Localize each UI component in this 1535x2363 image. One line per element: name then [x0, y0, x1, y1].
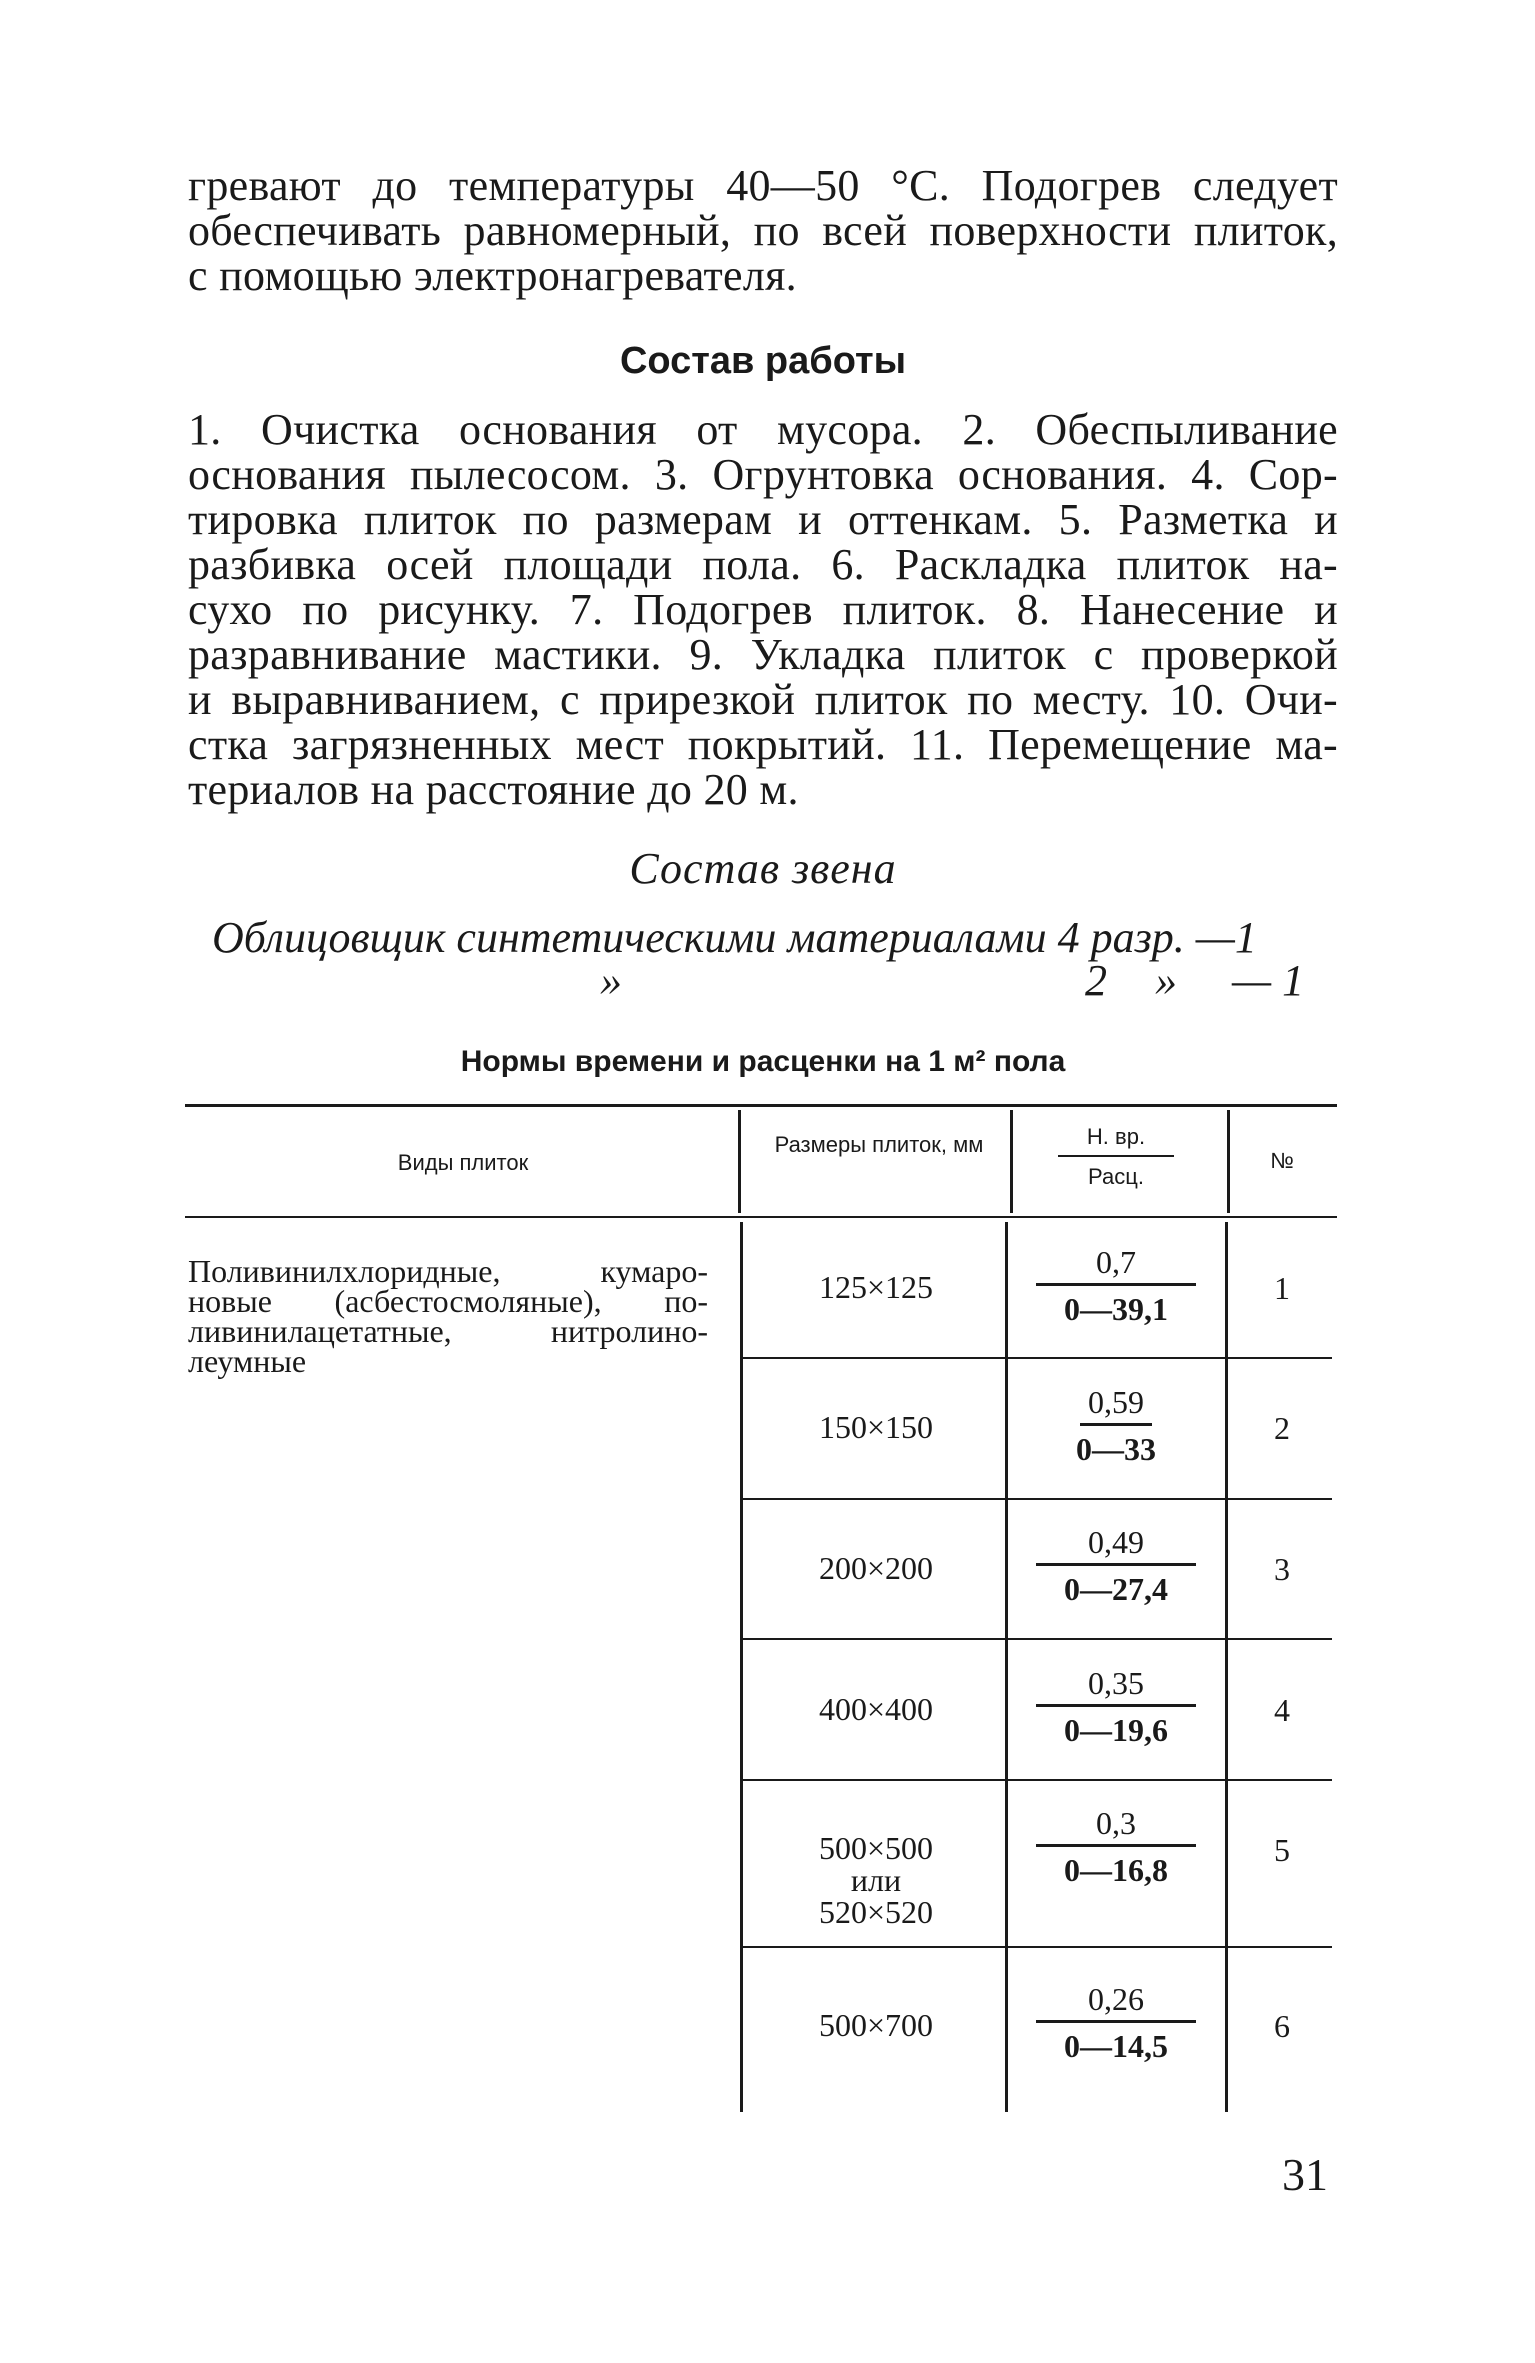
norm-cell — [1036, 1806, 1196, 1887]
header-norm — [1046, 1124, 1186, 1190]
norm-cell — [1036, 1666, 1196, 1747]
work-line: тировка плиток по размерам и оттенкам. 5. Разметка и — [188, 495, 1338, 544]
intro-paragraph — [188, 163, 1338, 298]
work-paragraph — [188, 407, 1338, 812]
column-divider — [740, 1222, 743, 2112]
column-divider — [1005, 1222, 1008, 2112]
row-number: 6 — [1274, 2008, 1290, 2044]
ditto-mark: » — [600, 956, 622, 1005]
time-norm: 0,26 — [1088, 1981, 1144, 2017]
tile-kind-cell — [188, 1253, 708, 1379]
rate: 0—19,6 — [1064, 1712, 1168, 1748]
rate: 0—16,8 — [1064, 1852, 1168, 1888]
header-norm-bottom: Расц. — [1088, 1164, 1144, 1189]
size-cell: 125×125 — [818, 1269, 934, 1305]
size-value-alt: 520×520 — [818, 1894, 934, 1930]
work-line: разбивка осей площади пола. 6. Раскладка плиток на- — [188, 540, 1338, 589]
row-divider — [742, 1946, 1332, 1948]
fraction-bar — [1036, 1563, 1196, 1566]
work-heading: Состав работы — [619, 340, 907, 382]
crew-count: — 1 — [1232, 956, 1305, 1005]
crew-grade: 2 — [1085, 956, 1107, 1005]
norm-cell — [1036, 1525, 1196, 1606]
norm-cell — [1036, 1385, 1196, 1466]
intro-line: гревают до температуры 40—50 °С. Подогрев следует — [188, 161, 1338, 210]
norm-cell — [1036, 1982, 1196, 2063]
header-size: Размеры плиток, мм — [774, 1132, 984, 1157]
tile-kind-line: ливинилацетатные, нитролино- — [188, 1313, 708, 1349]
work-line: 1. Очистка основания от мусора. 2. Обеспыливание — [188, 405, 1338, 454]
table-header-rule — [185, 1216, 1337, 1218]
header-norm-bar — [1058, 1155, 1174, 1157]
size-cell — [742, 1832, 1010, 1928]
table-caption: Нормы времени и расценки на 1 м² пола — [460, 1045, 1066, 1078]
work-line: стка загрязненных мест покрытий. 11. Перемещение ма- — [188, 720, 1338, 769]
work-line: основания пылесосом. 3. Огрунтовка основания. 4. Сор- — [188, 450, 1338, 499]
header-kind: Виды плиток — [397, 1150, 529, 1175]
row-divider — [742, 1638, 1332, 1640]
row-number: 4 — [1274, 1692, 1290, 1728]
row-number: 2 — [1274, 1410, 1290, 1446]
fraction-bar — [1036, 1844, 1196, 1847]
work-line: териалов на расстояние до 20 м. — [188, 765, 799, 814]
rate: 0—39,1 — [1064, 1291, 1168, 1327]
crew-row: Облицовщик синтетическими материалами 4 разр. —1 — [212, 913, 1257, 962]
row-number: 5 — [1274, 1832, 1290, 1868]
rate: 0—27,4 — [1064, 1571, 1168, 1607]
rate: 0—33 — [1076, 1431, 1156, 1467]
intro-line: обеспечивать равномерный, по всей поверхности плиток, — [188, 206, 1338, 255]
crew-heading: Состав звена — [629, 844, 897, 893]
size-value: 500×500 — [818, 1830, 934, 1866]
tile-kind-line: новые (асбестосмоляные), по- — [188, 1283, 708, 1319]
column-divider — [1227, 1110, 1230, 1213]
size-cell: 150×150 — [818, 1409, 934, 1445]
intro-line: с помощью электронагревателя. — [188, 251, 797, 300]
row-number: 1 — [1274, 1270, 1290, 1306]
size-cell: 200×200 — [818, 1550, 934, 1586]
fraction-bar — [1036, 1704, 1196, 1707]
row-number: 3 — [1274, 1551, 1290, 1587]
tile-kind-line: леумные — [188, 1343, 307, 1379]
time-norm: 0,7 — [1096, 1244, 1136, 1280]
work-line: сухо по рисунку. 7. Подогрев плиток. 8. Нанесение и — [188, 585, 1338, 634]
time-norm: 0,49 — [1088, 1524, 1144, 1560]
fraction-bar — [1036, 2020, 1196, 2023]
page-number: 31 — [1282, 2149, 1328, 2200]
rate: 0—14,5 — [1064, 2028, 1168, 2064]
work-line: разравнивание мастики. 9. Укладка плиток с проверкой — [188, 630, 1338, 679]
column-divider — [1225, 1222, 1228, 2112]
size-cell: 400×400 — [818, 1691, 934, 1727]
tile-kind-line: Поливинилхлоридные, кумаро- — [188, 1253, 708, 1289]
header-num: № — [1270, 1148, 1294, 1173]
row-divider — [742, 1498, 1332, 1500]
header-norm-top: Н. вр. — [1086, 1124, 1146, 1149]
time-norm: 0,59 — [1088, 1384, 1144, 1420]
work-line: и выравниванием, с прирезкой плиток по месту. 10. Очи- — [188, 675, 1338, 724]
size-cell: 500×700 — [818, 2007, 934, 2043]
row-divider — [742, 1779, 1332, 1781]
ditto-mark: » — [1155, 956, 1177, 1005]
time-norm: 0,35 — [1088, 1665, 1144, 1701]
fraction-bar — [1036, 1283, 1196, 1286]
time-norm: 0,3 — [1096, 1805, 1136, 1841]
table-top-rule — [185, 1104, 1337, 1107]
column-divider — [738, 1110, 741, 1213]
row-divider — [742, 1357, 1332, 1359]
fraction-bar — [1080, 1423, 1152, 1426]
size-or: или — [850, 1862, 902, 1898]
norm-cell — [1036, 1245, 1196, 1326]
column-divider — [1010, 1110, 1013, 1213]
